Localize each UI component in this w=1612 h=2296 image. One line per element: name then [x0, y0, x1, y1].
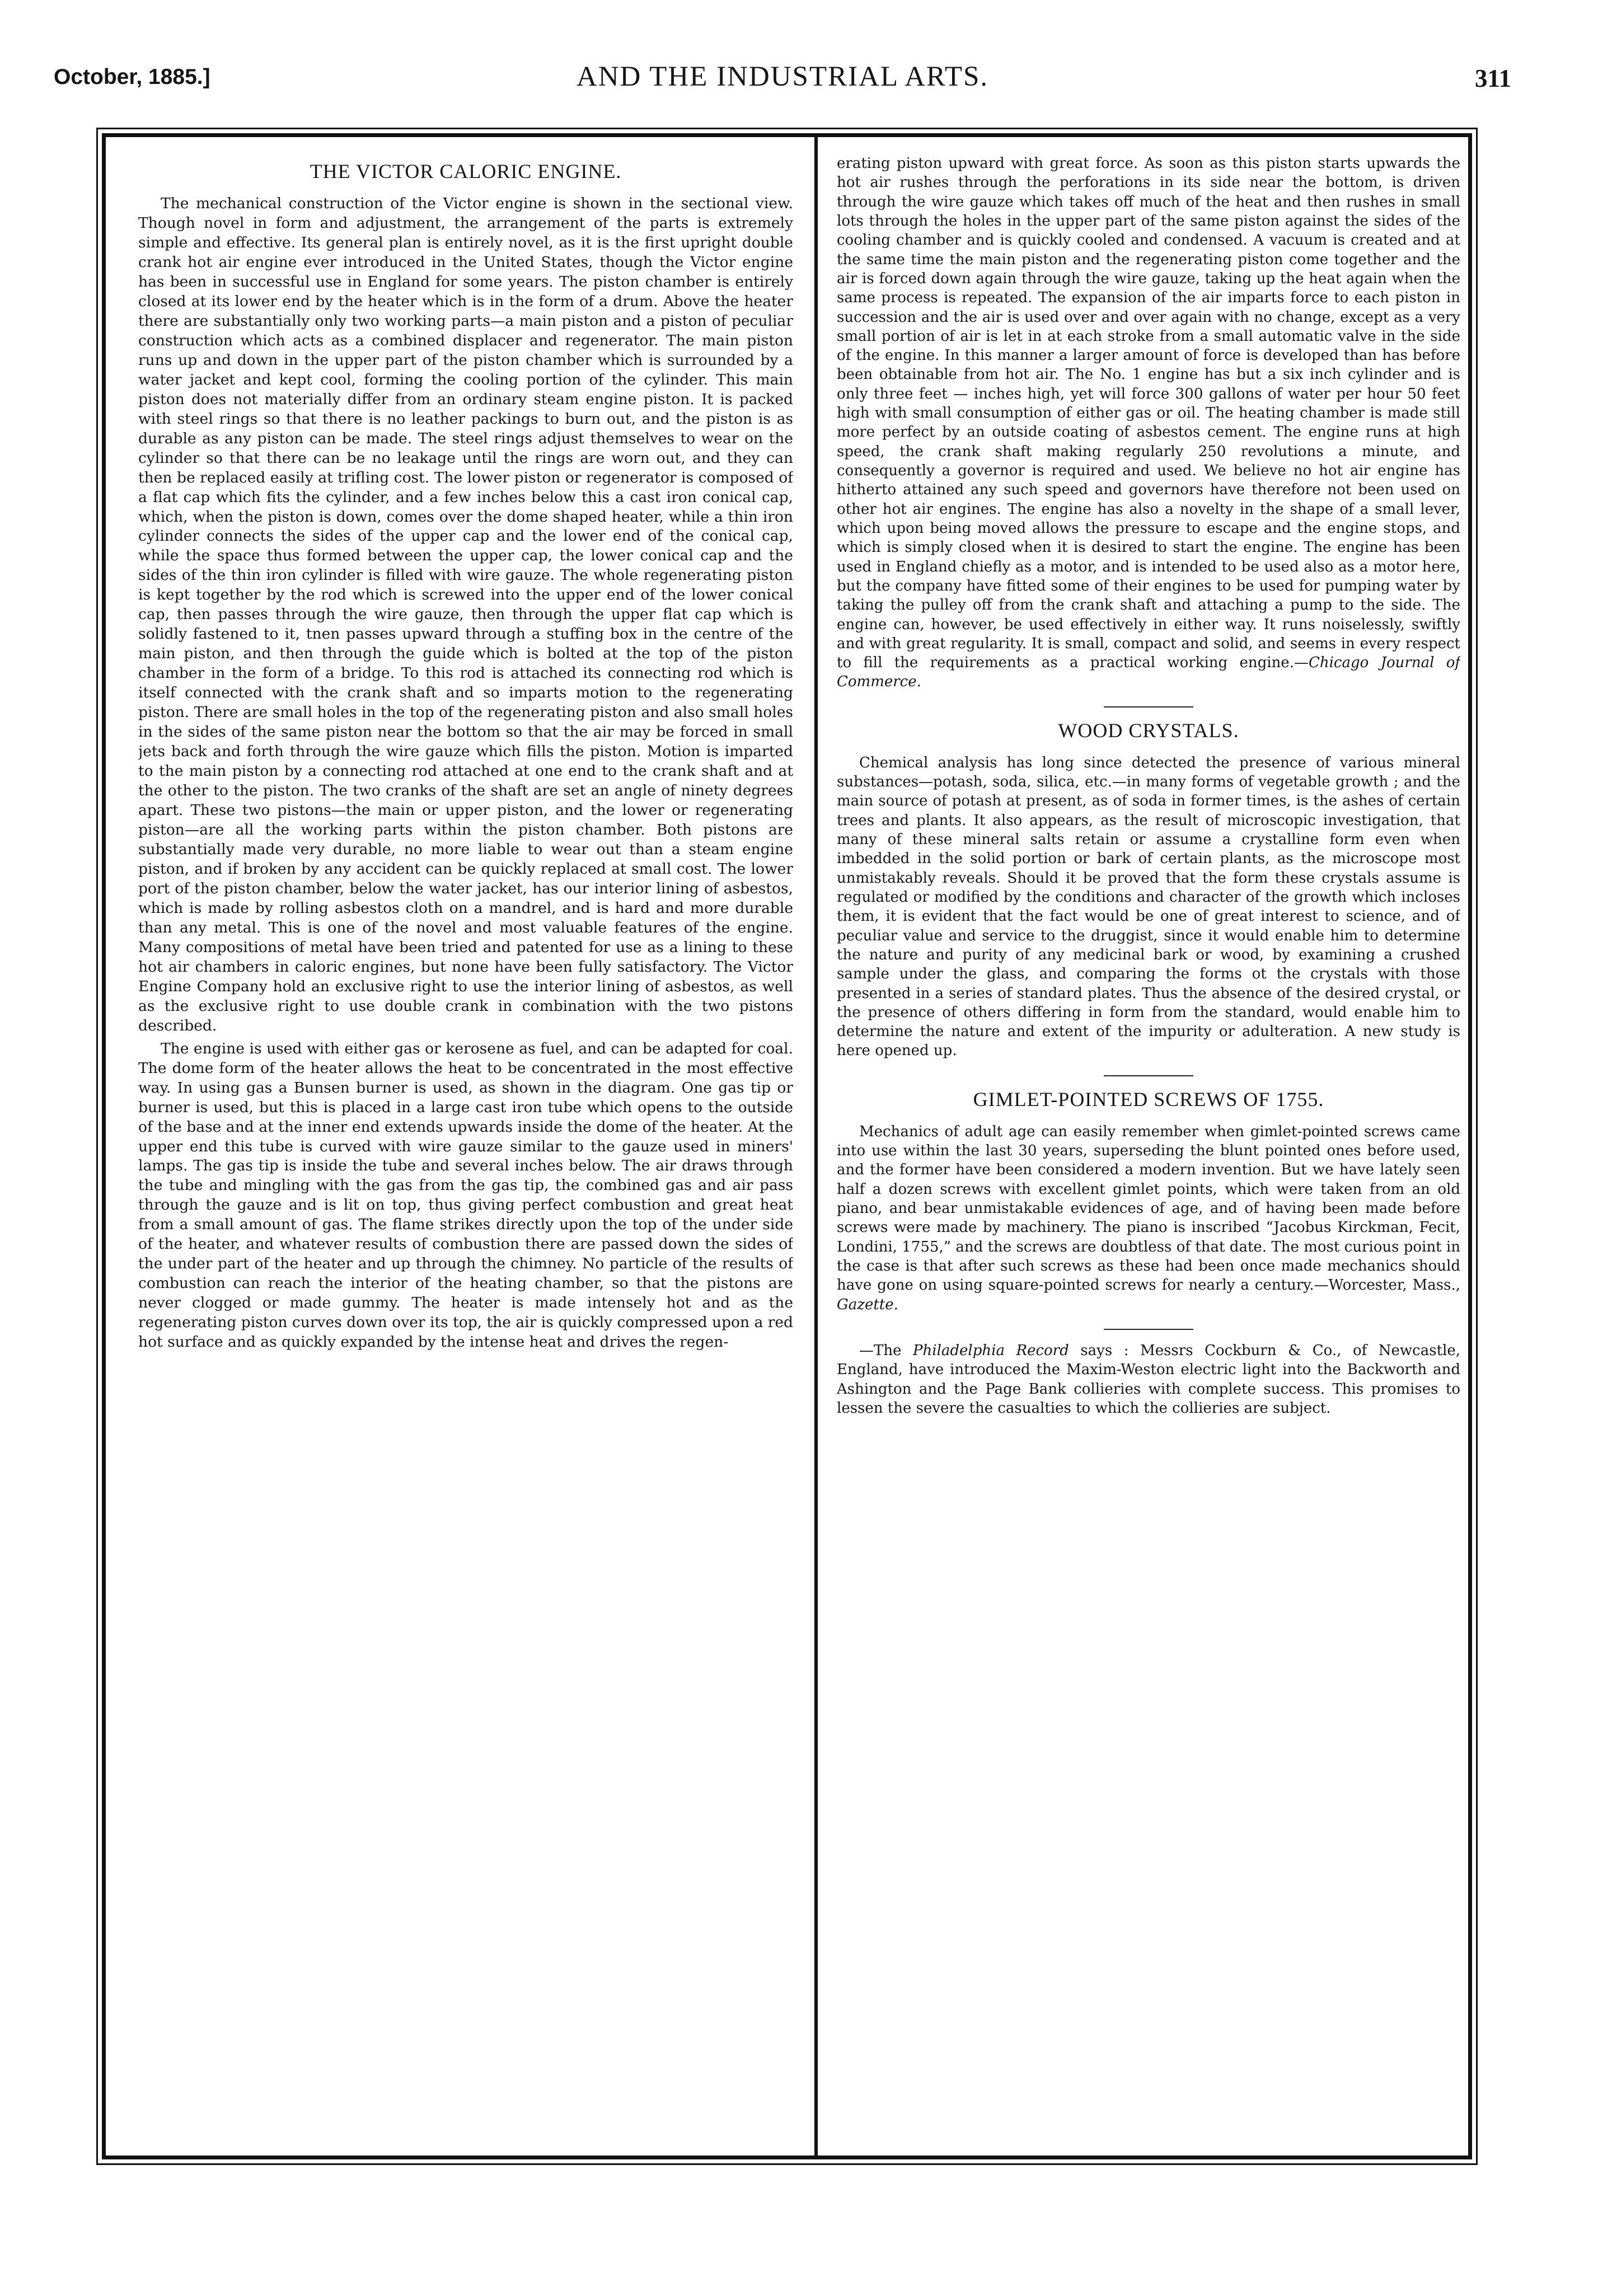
gimlet-screws-source: Gazette. — [837, 1296, 898, 1313]
column-rule — [814, 137, 818, 2156]
section-divider — [1104, 1329, 1193, 1330]
section-divider — [1104, 1075, 1193, 1076]
victor-engine-paragraph-1: The mechanical construction of the Victor engine is shown in the sectional view. Though novel in form and adjustment, the arrangement of the parts is extremely simple and effective. Its general plan is entirely novel, as it is the first upright double crank hot air engine ever introduced in the United States, though the Victor engine has been in successful use in England for some years. The piston chamber is entirely closed at its lower end by the heater which is in the form of a drum. Above the heater there are substantially only two working parts—a main piston and a piston of peculiar construction which acts as a combined displacer and regenerator. The main piston runs up and down in the upper part of the piston chamber which is surrounded by a water jacket and kept cool, forming the cooling portion of the cylinder. This main piston does not materially differ from an ordinary steam engine piston. It is packed with steel rings so that there is no leather packings to burn out, and the piston is as durable as any piston can be made. The steel rings adjust themselves to wear on the cylinder so that there can be no leakage until the rings are worn out, and they can then be replaced easily at trifling cost. The lower piston or regenerator is composed of a flat cap which fits the cylinder, and a few inches below this a cast iron conical cap, which, when the piston is down, comes over the dome shaped heater, while a thin iron cylinder connects the sides of the upper cap and the lower end of the conical cap, while the space thus formed between the upper cap, the lower conical cap and the sides of the thin iron cylinder is filled with wire gauze. The whole regenerating piston is kept together by the rod which is screwed into the upper end of the lower conical cap, then passes through the wire gauze, then through the upper flat cap which is solidly fastened to it, tnen passes upward through a stuffing box in the centre of the main piston, and then through the guide which is bolted at the top of the piston chamber in the form of a bridge. To this rod is attached its connecting rod which is itself connected with the crank shaft and so imparts motion to the regenerating piston. There are small holes in the top of the regenerating piston and also small holes in the sides of the same piston near the bottom so that the air may be forced in small jets back and forth through the wire gauze which fills the piston. Motion is imparted to the main piston by a connecting rod attached at one end to the crank shaft and at the other to the piston. The two cranks of the shaft are set an angle of ninety degrees apart. These two pistons—the main or upper piston, and the lower or regenerating piston—are all the working parts within the piston chamber. Both pistons are substantially made very durable, no more liable to wear out than a steam engine piston, and if broken by any accident can be quickly replaced at small cost. The lower port of the piston chamber, below the water jacket, has our interior lining of asbestos, which is made by rolling asbestos cloth on a mandrel, and is hard and more durable than any metal. This is one of the novel and most valuable features of the engine. Many compositions of metal have been tried and patented for use as a lining to these hot air chambers in caloric engines, but none have been fully satisfactory. The Victor Engine Company hold an exclusive right to use the interior lining of asbestos, as well as the exclusive right to use double crank in combination with the two pistons described. — [138, 195, 793, 1034]
philadelphia-record-note — [837, 1341, 1460, 1418]
victor-engine-paragraph-2: The engine is used with either gas or kerosene as fuel, and can be adapted for coal. The dome form of the heater allows the heat to be concentrated in the most effective way. In using gas a Bunsen burner is used, as shown in the diagram. One gas tip or burner is used, but this is placed in a large cast iron tube which opens to the outside of the base and at the inner end extends upwards inside the dome of the heater. At the upper end this tube is curved with wire gauze similar to the gauze used in miners' lamps. The gas tip is inside the tube and several inches below. The air draws through the tube and mingling with the gas from the gas tip, the combined gas and air pass through the gauze and is lit on top, thus giving perfect combustion and great heat from a small amount of gas. The flame strikes directly upon the top of the under side of the heater, and whatever results of combustion there are passed down the sides of the under part of the heater and up through the chimney. No particle of the results of combustion can reach the interior of the heating chamber, so that the pistons are never clogged or made gummy. The heater is made intensely hot and as the regenerating piston curves down over its top, the air is quickly compressed upon a red hot surface and as quickly expanded by the intense heat and drives the regen- — [138, 1039, 793, 1351]
section-divider — [1104, 706, 1193, 707]
page-frame-inner — [102, 133, 1472, 2159]
wood-crystals-paragraph: Chemical analysis has long since detected the presence of various mineral substances—potash, soda, silica, etc.—in many forms of vegetable growth ; and the main source of potash at present, as of soda in former times, is the ashes of certain trees and plants. It also appears, as the result of microscopic investigation, that many of these mineral salts retain or assume a crystalline form even when imbedded in the solid portion or bark of certain plants, as the microscope most unmistakably reveals. Should it be proved that the form these crystals assume is regulated or modified by the conditions and character of the growth which incloses them, it is evident that the fact would be one of great interest to science, and of peculiar value and service to the druggist, since it would enable him to determine the nature and purity of any medicinal bark or wood, by examining a crushed sample under the glass, and comparing the forms ot the crystals with those presented in a series of standard plates. Thus the absence of the desired crystal, or the presence of others differing in form from the standard, would enable him to determine the nature and extent of the impurity or adulteration. A new study is here opened up. — [837, 754, 1460, 1060]
victor-engine-title: THE VICTOR CALORIC ENGINE. — [310, 160, 622, 182]
issue-date: October, 1885.] — [54, 65, 210, 89]
note-publication: Philadelphia Record — [913, 1342, 1069, 1359]
journal-title: AND THE INDUSTRIAL ARTS. — [576, 61, 989, 92]
victor-engine-continued-text: erating piston upward with great force. As soon as this piston starts upwards the hot air rushes through the perforations in its side near the bottom, is driven through the wire gauze which takes off much of the heat and then rushes in small lots through the holes in the upper part of the same piston against the sides of the cooling chamber and is quickly cooled and condensed. A vacuum is created and at the same time the main piston and the regenerating piston come together and the air is forced down again through the wire gauze, taking up the heat again when the same process is repeated. The expansion of the air imparts force to each piston in succession and the air is used over and over again with no change, except as a very small portion of air is let in at each stroke from a small automatic valve in the side of the engine. In this manner a larger amount of force is developed than has before been obtainable from hot air. The No. 1 engine has but a six inch cylinder and is only three feet — inches high, yet will force 300 gallons of water per hour 50 feet high with small consumption of either gas or oil. The heating chamber is made still more perfect by an outside coating of asbestos cement. The engine runs at high speed, the crank shaft making regularly 250 revolutions a minute, and consequently a governor is required and used. We believe no hot air engine has hitherto attained any such speed and governors have therefore not been used on other hot air engines. The engine has also a novelty in the shape of a small lever, which upon being moved allows the pressure to escape and the engine stops, and which is simply closed when it is desired to start the engine. The engine has been used in England chiefly as a motor, and is intended to be used also as a motor here, but the company have fitted some of their engines to be used for pumping water by taking the pulley off from the crank shaft and attaching a pump to the side. The engine can, however, be used effectively in either way. It runs noiselessly, swiftly and with great regularity. It is small, compact and solid, and seems in every respect to fill the requirements as a practical working engine.— — [837, 155, 1460, 672]
right-column — [837, 154, 1460, 2139]
victor-engine-source: Chicago Journal of Commerce. — [837, 654, 1460, 691]
wood-crystals-title: WOOD CRYSTALS. — [1058, 719, 1239, 742]
gimlet-screws-paragraph — [837, 1122, 1460, 1314]
gimlet-screws-title: GIMLET-POINTED SCREWS OF 1755. — [973, 1088, 1324, 1110]
note-text: says : Messrs Cockburn & Co., of Newcastle, England, have introduced the Maxim-Weston electric light into the Backworth and Ashington and the Page Bank collieries with complete success. This promises to lessen the severe the casualties to which the collieries are subject. — [837, 1342, 1460, 1417]
left-column — [138, 154, 793, 2139]
victor-engine-paragraph-3 — [837, 154, 1460, 692]
gimlet-screws-text: Mechanics of adult age can easily remember when gimlet-pointed screws came into use within the last 30 years, superseding the blunt pointed ones before used, and the former have been considered a modern invention. But we have lately seen half a dozen screws with excellent gimlet points, which were taken from an old piano, and bear unmistakable evidences of age, and of having been made before screws were made by machinery. The piano is inscribed “Jacobus Kirckman, Fecit, Londini, 1755,” and the screws are doubtless of that date. The most curious point in the case is that after such screws as these had been once made mechanics should have gone on using square-pointed screws for nearly a century.—Worcester, Mass., — [837, 1123, 1460, 1294]
page-number: 311 — [1474, 64, 1511, 92]
note-lead: —The — [859, 1342, 913, 1359]
running-header — [54, 60, 1511, 101]
page-frame — [96, 128, 1478, 2165]
